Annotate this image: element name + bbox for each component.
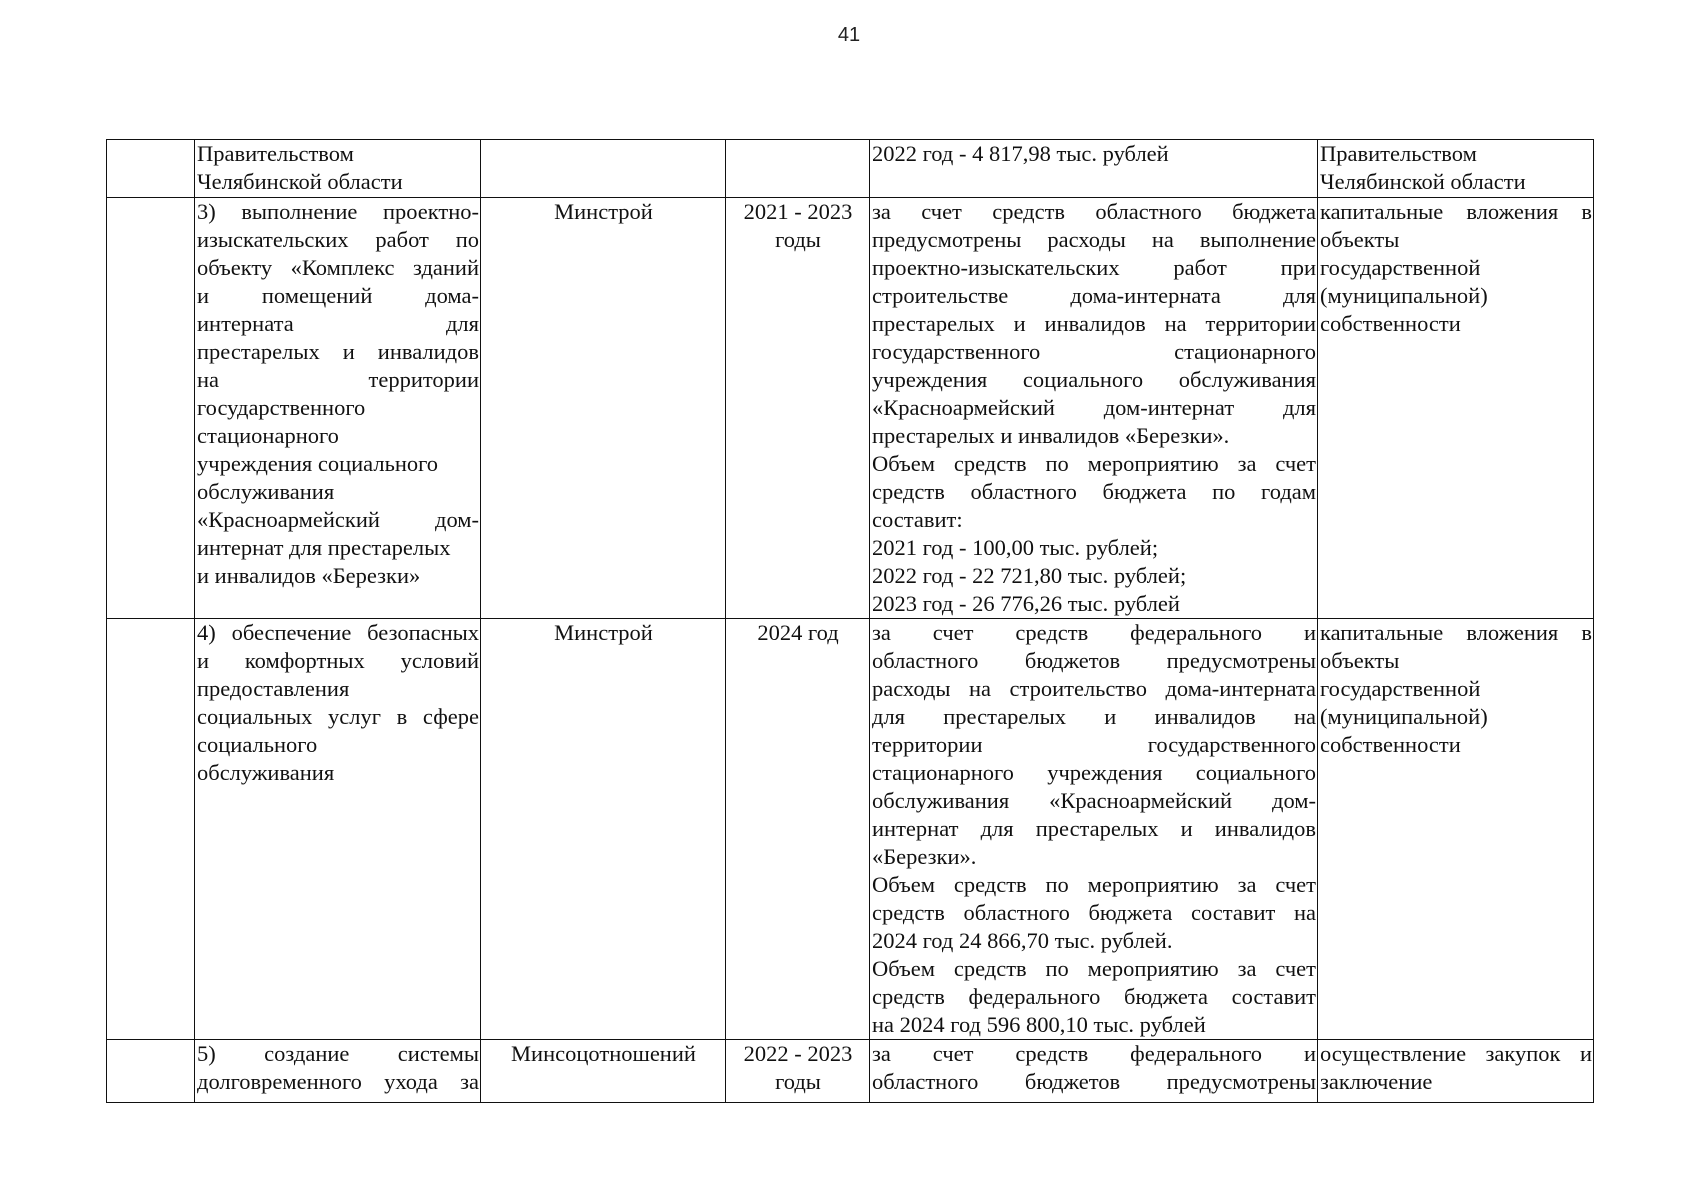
cell-text-line: «Красноармейский дом- <box>197 507 479 532</box>
cell-text-line: областного бюджетов предусмотрены <box>872 648 1316 673</box>
executor-text: Минсоцотношений <box>511 1041 696 1066</box>
cell-text-line: объекты <box>1320 648 1400 673</box>
result-cell <box>1318 198 1594 619</box>
executor-cell <box>481 140 726 198</box>
cell-text-line: престарелых и инвалидов <box>197 339 479 364</box>
cell-text-line: расходы на строительство дома-интерната <box>872 676 1316 701</box>
executor-text: Минстрой <box>554 620 653 645</box>
cell-text-line: областного бюджетов предусмотрены <box>872 1069 1316 1094</box>
cell-text-line: и комфортных условий <box>197 648 479 673</box>
table-row <box>107 140 1594 198</box>
cell-text-line: средств областного бюджета составит на <box>872 900 1316 925</box>
cell-text-line: 2021 год - 100,00 тыс. рублей; <box>872 535 1159 560</box>
cell-text-line: «Березки». <box>872 844 977 869</box>
cell-text-line: осуществление закупок и <box>1320 1041 1592 1066</box>
executor-text: Минстрой <box>554 199 653 224</box>
cell-text-line: объекты <box>1320 227 1400 252</box>
number-cell <box>107 140 195 198</box>
cell-text-line: на 2024 год 596 800,10 тыс. рублей <box>872 1012 1206 1037</box>
cell-text-line: Объем средств по мероприятию за счет <box>872 872 1316 897</box>
number-cell <box>107 198 195 619</box>
cell-text-line: 2024 год 24 866,70 тыс. рублей. <box>872 928 1173 953</box>
cell-text-line: составит: <box>872 507 963 532</box>
cell-text-line: Челябинской области <box>197 169 403 194</box>
cell-text-line: престарелых и инвалидов «Березки». <box>872 423 1230 448</box>
cell-text-line: средств федерального бюджета составит <box>872 984 1316 1009</box>
cell-text-line: изыскательских работ по <box>197 227 479 252</box>
cell-text-line: капитальные вложения в <box>1320 620 1592 645</box>
cell-text-line: интернат для престарелых и инвалидов <box>872 816 1316 841</box>
period-cell <box>726 619 870 1040</box>
cell-text-line: 2022 год - 22 721,80 тыс. рублей; <box>872 563 1187 588</box>
cell-text-line: Объем средств по мероприятию за счет <box>872 956 1316 981</box>
cell-text-line: годы <box>775 227 821 252</box>
period-cell <box>726 198 870 619</box>
cell-text-line: за счет средств федерального и <box>872 1041 1316 1066</box>
table-row <box>107 1040 1594 1103</box>
result-cell <box>1318 619 1594 1040</box>
cell-text-line: предоставления <box>197 676 350 701</box>
cell-text-line: заключение <box>1320 1069 1433 1094</box>
cell-text-line: для престарелых и инвалидов на <box>872 704 1316 729</box>
cell-text-line: (муниципальной) <box>1320 704 1488 729</box>
cell-text-line: территории государственного <box>872 732 1316 757</box>
cell-text-line: Правительством <box>197 141 354 166</box>
description-cell <box>870 619 1318 1040</box>
cell-text-line: государственной <box>1320 255 1481 280</box>
cell-text-line: 5) создание системы <box>197 1041 479 1066</box>
cell-text-line: учреждения социального <box>197 451 439 476</box>
measure-cell <box>195 140 481 198</box>
description-cell <box>870 1040 1318 1103</box>
cell-text-line: обслуживания <box>197 479 335 504</box>
period-cell <box>726 140 870 198</box>
cell-text-line: 2023 год - 26 776,26 тыс. рублей <box>872 591 1180 616</box>
measure-cell <box>195 619 481 1040</box>
description-cell <box>870 198 1318 619</box>
cell-text-line: престарелых и инвалидов на территории <box>872 311 1316 336</box>
executor-cell <box>481 1040 726 1103</box>
period-cell <box>726 1040 870 1103</box>
table-row <box>107 619 1594 1040</box>
cell-text-line: 3) выполнение проектно- <box>197 199 479 224</box>
measures-table <box>106 139 1594 1103</box>
number-cell <box>107 619 195 1040</box>
cell-text-line: 2021 - 2023 <box>743 199 853 224</box>
cell-text-line: собственности <box>1320 732 1461 757</box>
cell-text-line: Правительством <box>1320 141 1477 166</box>
executor-cell <box>481 198 726 619</box>
cell-text-line: капитальные вложения в <box>1320 199 1592 224</box>
cell-text-line: интерната для <box>197 311 479 336</box>
cell-text-line: проектно-изыскательских работ при <box>872 255 1316 280</box>
cell-text-line: государственного стационарного <box>872 339 1316 364</box>
cell-text-line: долговременного ухода за <box>197 1069 479 1094</box>
cell-text-line: средств областного бюджета по годам <box>872 479 1316 504</box>
cell-text-line: объекту «Комплекс зданий <box>197 255 479 280</box>
cell-text-line: социальных услуг в сфере <box>197 704 479 729</box>
cell-text-line: и инвалидов «Березки» <box>197 563 421 588</box>
cell-text-line: и помещений дома- <box>197 283 479 308</box>
cell-text-line: на территории <box>197 367 479 392</box>
cell-text-line: обслуживания «Красноармейский дом- <box>872 788 1316 813</box>
executor-cell <box>481 619 726 1040</box>
cell-text-line: стационарного <box>197 423 339 448</box>
result-cell <box>1318 1040 1594 1103</box>
cell-text-line: социального <box>197 732 318 757</box>
cell-text-line: стационарного учреждения социального <box>872 760 1316 785</box>
cell-text-line: учреждения социального обслуживания <box>872 367 1316 392</box>
cell-text-line: Объем средств по мероприятию за счет <box>872 451 1316 476</box>
measure-cell <box>195 198 481 619</box>
cell-text-line: «Красноармейский дом-интернат для <box>872 395 1316 420</box>
number-cell <box>107 1040 195 1103</box>
cell-text-line: предусмотрены расходы на выполнение <box>872 227 1316 252</box>
cell-text-line: 4) обеспечение безопасных <box>197 620 479 645</box>
result-cell <box>1318 140 1594 198</box>
cell-text-line: (муниципальной) <box>1320 283 1488 308</box>
description-cell <box>870 140 1318 198</box>
cell-text-line: за счет средств областного бюджета <box>872 199 1316 224</box>
cell-text-line: 2022 год - 4 817,98 тыс. рублей <box>872 141 1169 166</box>
table-row <box>107 198 1594 619</box>
cell-text-line: обслуживания <box>197 760 335 785</box>
page-number: 41 <box>837 24 861 46</box>
cell-text-line: 2022 - 2023 <box>743 1041 853 1066</box>
cell-text-line: интернат для престарелых <box>197 535 451 560</box>
cell-text-line: строительстве дома-интерната для <box>872 283 1316 308</box>
cell-text-line: государственного <box>197 395 366 420</box>
measure-cell <box>195 1040 481 1103</box>
cell-text-line: государственной <box>1320 676 1481 701</box>
cell-text-line: за счет средств федерального и <box>872 620 1316 645</box>
cell-text-line: Челябинской области <box>1320 169 1526 194</box>
cell-text-line: собственности <box>1320 311 1461 336</box>
cell-text-line: 2024 год <box>757 620 839 645</box>
cell-text-line: годы <box>775 1069 821 1094</box>
